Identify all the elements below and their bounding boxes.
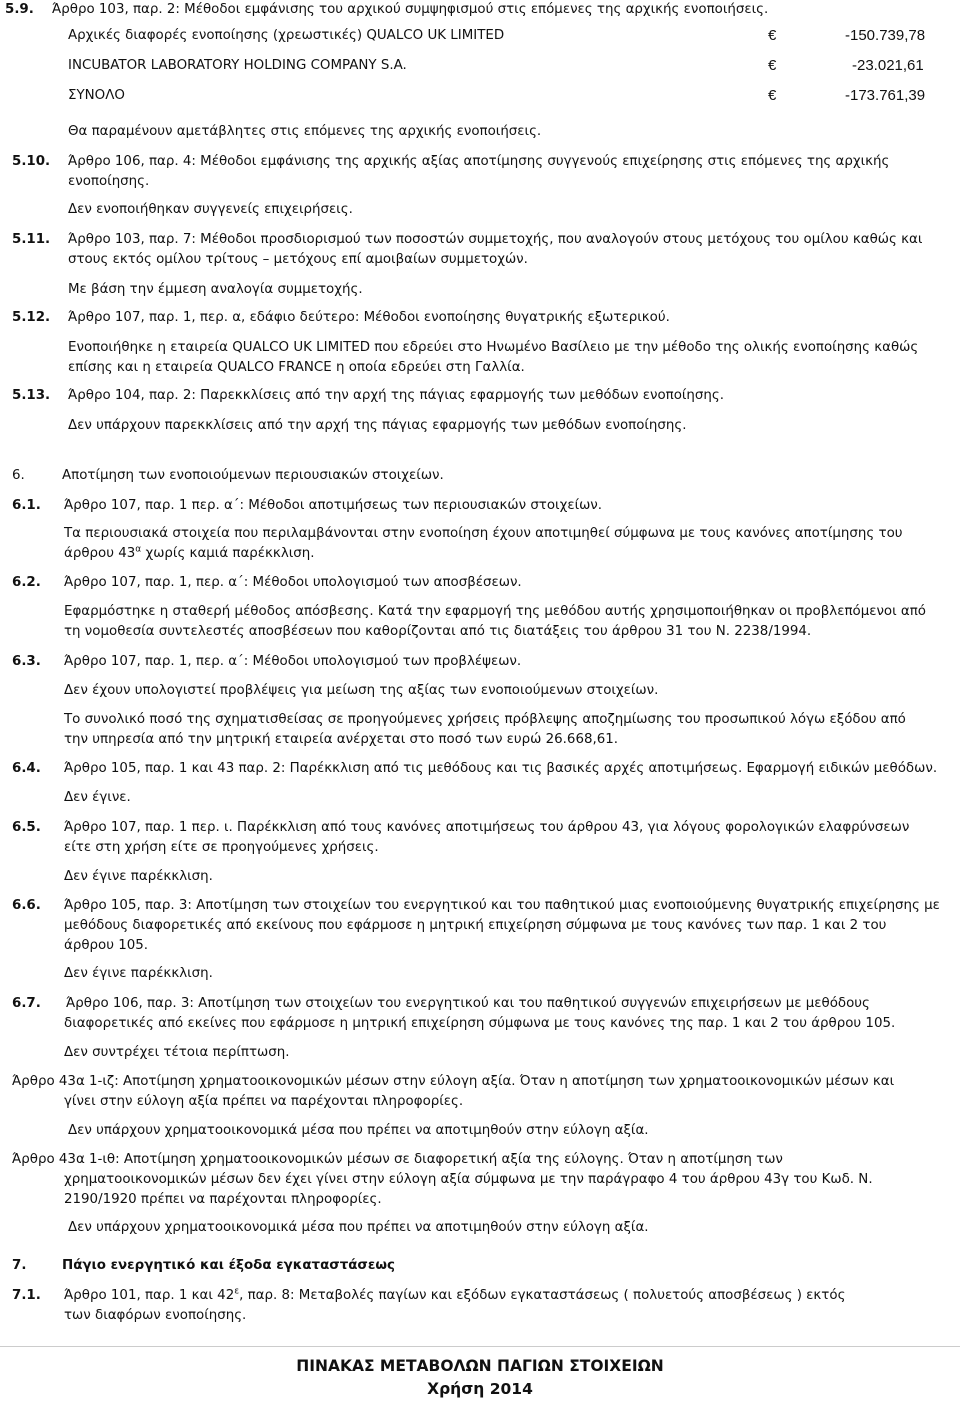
section-number: 6.4.	[12, 761, 41, 776]
section-number: 7.	[12, 1258, 27, 1273]
total-label: ΣΥΝΟΛΟ	[68, 88, 125, 103]
section-note: Τα περιουσιακά στοιχεία που περιλαμβάνονται στην ενοποίηση έχουν αποτιμηθεί σύμφωνα με τους κανόνες αποτίμησης του	[64, 526, 903, 541]
section-note: Θα παραμένουν αμετάβλητες στις επόμενες της αρχικής ενοποιήσεις.	[68, 124, 542, 139]
euro-symbol: €	[768, 57, 777, 74]
section-note-cont: επίσης και η εταιρεία QUALCO FRANCE η οποία εδρεύει στη Γαλλία.	[68, 360, 525, 375]
section-note-cont: την υπηρεσία από την μητρική εταιρεία ανέρχεται στο ποσό των ευρώ 26.668,61.	[64, 732, 619, 747]
section-heading: Άρθρο 105, παρ. 1 και 43 παρ. 2: Παρέκκλιση από τις μεθόδους και τις βασικές αρχές αποτιμήσεως. Εφαρμογή ειδικών μεθόδων.	[64, 761, 938, 776]
section-heading: Άρθρο 106, παρ. 4: Μέθοδοι εμφάνισης της αρχικής αξίας αποτίμησης συγγενούς επιχείρησης στις επόμενες της αρχικής	[68, 154, 890, 169]
section-number: 7.1.	[12, 1288, 41, 1303]
section-number: 6.6.	[12, 898, 41, 913]
section-heading: Άρθρο 107, παρ. 1 περ. ι. Παρέκκλιση από τους κανόνες αποτιμήσεως του άρθρου 43, για λόγους φορολογικών ελαφρύνσεων	[64, 820, 910, 835]
section-number: 5.12.	[12, 310, 51, 325]
section-note: Το συνολικό ποσό της σχηματισθείσας σε προηγούμενες χρήσεις πρόβλεψης αποζημίωσης του προσωπικού λόγω εξόδου από	[64, 712, 906, 727]
article-note: Δεν υπάρχουν χρηματοοικονομικά μέσα που πρέπει να αποτιμηθούν στην εύλογη αξία.	[68, 1123, 649, 1138]
section-heading: Άρθρο 106, παρ. 3: Αποτίμηση των στοιχείων του ενεργητικού και του παθητικού συγγενών επιχειρήσεων με μεθόδους	[66, 996, 870, 1011]
article-heading: Άρθρο 43α 1-ιζ: Αποτίμηση χρηματοοικονομικών μέσων στην εύλογη αξία. Όταν η αποτίμηση των χρηματοοικονομικών μέσων και	[12, 1074, 895, 1089]
section-number: 6.1.	[12, 498, 41, 513]
section-note: Δεν έγινε.	[64, 790, 131, 805]
section-heading-cont: διαφορετικές από εκείνες που εφάρμοσε η μητρική επιχείρηση σύμφωνα με τους κανόνες της παρ. 1 και 2 του άρθρου 105.	[64, 1016, 896, 1031]
euro-symbol: €	[768, 27, 777, 44]
section-note: Ενοποιήθηκε η εταιρεία QUALCO UK LIMITED που εδρεύει στο Ηνωμένο Βασίλειο με την μέθοδο της ολικής ενοποίησης καθώς	[68, 340, 919, 355]
diffs-amount: -150.739,78	[845, 27, 926, 44]
section-heading: Άρθρο 105, παρ. 3: Αποτίμηση των στοιχείων του ενεργητικού και του παθητικού μιας ενοποιούμενης θυγατρικής επιχείρησης με	[64, 898, 940, 913]
section-note: Δεν συντρέχει τέτοια περίπτωση.	[64, 1045, 290, 1060]
table-title: ΠΙΝΑΚΑΣ ΜΕΤΑΒΟΛΩΝ ΠΑΓΙΩΝ ΣΤΟΙΧΕΙΩΝ	[296, 1357, 664, 1375]
section-heading: Άρθρο 104, παρ. 2: Παρεκκλίσεις από την αρχή της πάγιας εφαρμογής των μεθόδων ενοποίησης.	[68, 388, 725, 403]
section-number: 5.13.	[12, 388, 51, 403]
article-heading-cont: γίνει στην εύλογη αξία πρέπει να παρέχονται πληροφορίες.	[64, 1094, 464, 1109]
section-note: Δεν υπάρχουν παρεκκλίσεις από την αρχή της πάγιας εφαρμογής των μεθόδων ενοποίησης.	[68, 418, 687, 433]
section-heading: Άρθρο 103, παρ. 2: Μέθοδοι εμφάνισης του αρχικού συμψηφισμού στις επόμενες της αρχικής ενοποιήσεις.	[52, 2, 769, 17]
section-number: 6.2.	[12, 575, 41, 590]
section-heading: Πάγιο ενεργητικό και έξοδα εγκαταστάσεως	[62, 1258, 395, 1273]
diffs-label: Αρχικές διαφορές ενοποίησης (χρεωστικές) QUALCO UK LIMITED	[68, 28, 505, 43]
article-heading-cont: 2190/1920 πρέπει να παρέχονται πληροφορίες.	[64, 1192, 382, 1207]
section-heading: Αποτίμηση των ενοποιούμενων περιουσιακών στοιχείων.	[62, 468, 444, 483]
table-year: Χρήση 2014	[427, 1380, 533, 1398]
section-note: Δεν έγινε παρέκκλιση.	[64, 966, 213, 981]
article-note: Δεν υπάρχουν χρηματοοικονομικά μέσα που πρέπει να αποτιμηθούν στην εύλογη αξία.	[68, 1220, 649, 1235]
section-heading-cont: είτε στη χρήση είτε σε προηγούμενες χρήσεις.	[64, 840, 379, 855]
section-number: 6.7.	[12, 996, 41, 1011]
incubator-label: INCUBATOR LABORATORY HOLDING COMPANY S.A.	[68, 58, 407, 73]
section-note-cont: άρθρου $43^\alpha$ χωρίς καμιά παρέκκλιση.	[64, 544, 315, 561]
section-number: 6.3.	[12, 654, 41, 669]
incubator-amount: -23.021,61	[852, 57, 924, 74]
section-heading: Άρθρο 107, παρ. 1, περ. α΄: Μέθοδοι υπολογισμού των αποσβέσεων.	[64, 575, 522, 590]
section-heading-cont: μεθόδους διαφορετικές από εκείνους που εφάρμοσε η μητρική επιχείρηση σύμφωνα με τους κανόνες των παρ. 1 και 2 του	[64, 918, 887, 933]
section-heading: Άρθρο 107, παρ. 1, περ. α, εδάφιο δεύτερο: Μέθοδοι ενοποίησης θυγατρικής εξωτερικού.	[68, 310, 670, 325]
section-number: 6.5.	[12, 820, 41, 835]
article-heading-cont: χρηματοοικονομικών μέσων δεν έχει γίνει στην εύλογη αξία σύμφωνα με την παράγραφο 4 του άρθρου 43γ του Κωδ. Ν.	[64, 1172, 873, 1187]
section-note: Εφαρμόστηκε η σταθερή μέθοδος απόσβεσης. Κατά την εφαρμογή της μεθόδου αυτής χρησιμοποιήθηκαν οι προβλεπόμενοι από	[64, 604, 926, 619]
section-heading-cont: ενοποίησης.	[68, 174, 150, 189]
section-note: Δεν έγινε παρέκκλιση.	[64, 869, 213, 884]
euro-symbol: €	[768, 87, 777, 104]
section-note: Με βάση την έμμεση αναλογία συμμετοχής.	[68, 282, 363, 297]
section-number: 5.11.	[12, 232, 51, 247]
total-amount: -173.761,39	[845, 87, 926, 104]
section-note-cont: τη νομοθεσία συντελεστές αποσβέσεων που καθορίζονται από τις διατάξεις του άρθρου 31 του Ν. 2238/1994.	[64, 624, 812, 639]
section-heading: Άρθρο 107, παρ. 1, περ. α΄: Μέθοδοι υπολογισμού των προβλέψεων.	[64, 654, 522, 669]
section-heading: Άρθρο 101, παρ. 1 και $42^\varepsilon$, παρ. 8: Μεταβολές παγίων και εξόδων εγκαταστάσεως ( πολυετούς αποσβέσεως ) εκτός	[64, 1286, 846, 1303]
section-number: 5.9.	[5, 2, 34, 17]
section-note: Δεν ενοποιήθηκαν συγγενείς επιχειρήσεις.	[68, 202, 353, 217]
section-number: 6.	[12, 468, 25, 483]
section-number: 5.10.	[12, 154, 51, 169]
section-heading: Άρθρο 103, παρ. 7: Μέθοδοι προσδιορισμού των ποσοστών συμμετοχής, που αναλογούν στους μετόχους του ομίλου καθώς και	[68, 232, 923, 247]
section-heading: Άρθρο 107, παρ. 1 περ. α΄: Μέθοδοι αποτιμήσεως των περιουσιακών στοιχείων.	[64, 498, 603, 513]
section-heading-cont: στους εκτός ομίλου τρίτους – μετόχους επί αμοιβαίων συμμετοχών.	[68, 252, 528, 267]
section-heading-cont: των διαφόρων ενοποίησης.	[64, 1308, 247, 1323]
section-note: Δεν έχουν υπολογιστεί προβλέψεις για μείωση της αξίας των ενοποιούμενων στοιχείων.	[64, 683, 659, 698]
page-divider	[0, 1346, 960, 1347]
article-heading: Άρθρο 43α 1-ιθ: Αποτίμηση χρηματοοικονομικών μέσων σε διαφορετική αξία της εύλογης. Όταν η αποτίμηση των	[12, 1152, 783, 1167]
section-heading-cont: άρθρου 105.	[64, 938, 149, 953]
